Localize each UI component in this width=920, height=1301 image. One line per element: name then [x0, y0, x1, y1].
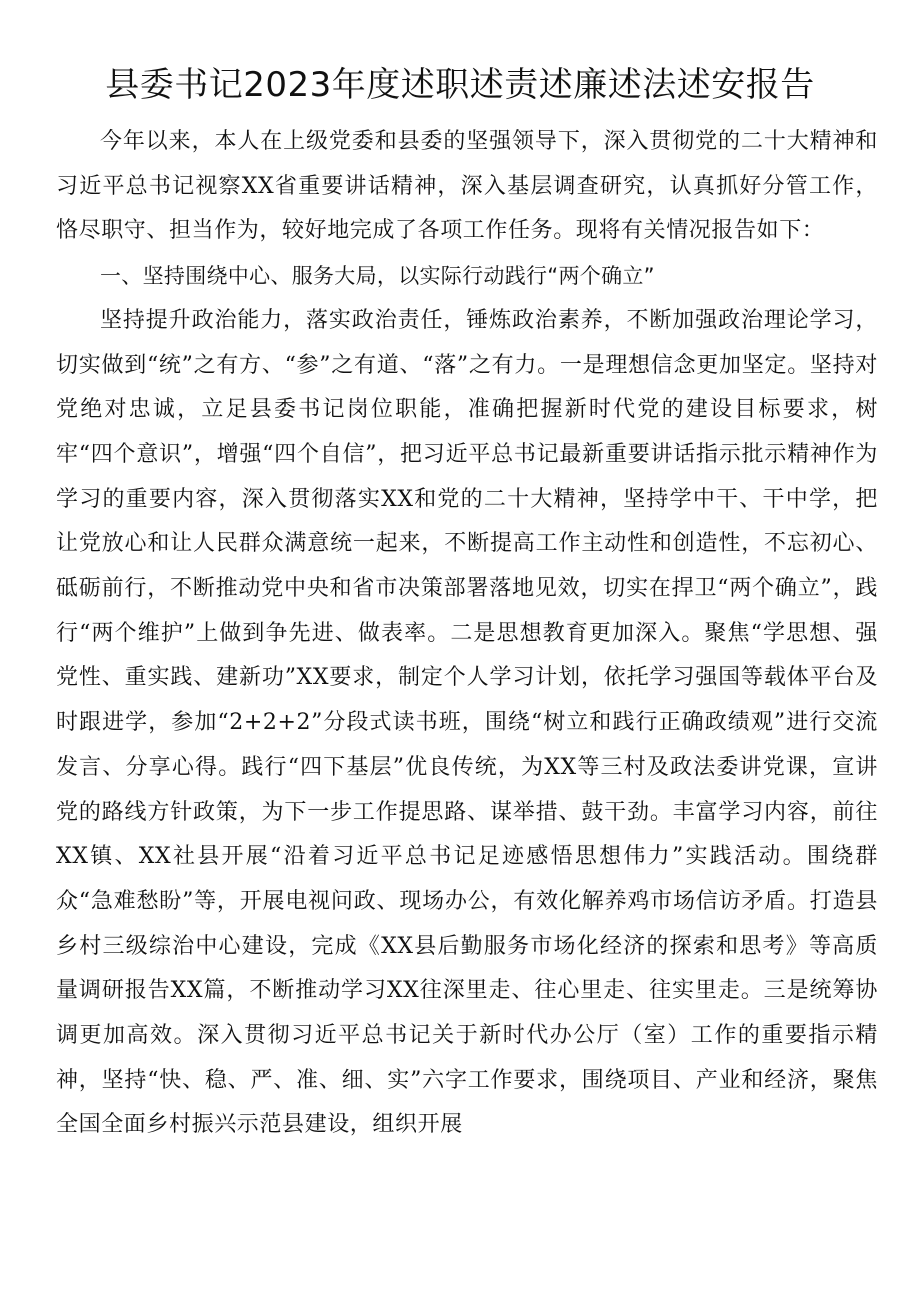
section-1-paragraph: 坚持提升政治能力，落实政治责任，锤炼政治素养，不断加强政治理论学习，切实做到“统”之有方、“参”之有道、“落”之有力。一是理想信念更加坚定。坚持对党绝对忠诚，立足县委书记岗位职能，准确把握新时代党的建设目标要求，树牢“四个意识”，增强“四个自信”，把习近平总书记最新重要讲话指示批示精神作为学习的重要内容，深入贯彻落实XX和党的二十大精神，坚持学中干、干中学，把让党放心和让人民群众满意统一起来，不断提高工作主动性和创造性，不忘初心、砥砺前行，不断推动党中央和省市决策部署落地见效，切实在捍卫“两个确立”，践行“两个维护”上做到争先进、做表率。二是思想教育更加深入。聚焦“学思想、强党性、重实践、建新功”XX要求，制定个人学习计划，依托学习强国等载体平台及时跟进学，参加“2+2+2”分段式读书班，围绕“树立和践行正确政绩观”进行交流发言、分享心得。践行“四下基层”优良传统，为XX等三村及政法委讲党课，宣讲党的路线方针政策，为下一步工作提思路、谋举措、鼓干劲。丰富学习内容，前往XX镇、XX社县开展“沿着习近平总书记足迹感悟思想伟力”实践活动。围绕群众“急难愁盼”等，开展电视问政、现场办公，有效化解养鸡市场信访矛盾。打造县乡村三级综治中心建设，完成《XX县后勤服务市场化经济的探索和思考》等高质量调研报告XX篇，不断推动学习XX往深里走、往心里走、往实里走。三是统筹协调更加高效。深入贯彻习近平总书记关于新时代办公厅（室）工作的重要指示精神，坚持“快、稳、严、准、细、实”六字工作要求，围绕项目、产业和经济，聚焦全国全面乡村振兴示范县建设，组织开展	[56, 307, 878, 1138]
document-body	[56, 120, 878, 1148]
intro-paragraph: 今年以来，本人在上级党委和县委的坚强领导下，深入贯彻党的二十大精神和习近平总书记视察XX省重要讲话精神，深入基层调查研究，认真抓好分管工作，恪尽职守、担当作为，较好地完成了各项工作任务。现将有关情况报告如下：	[56, 129, 878, 244]
section-1-heading: 一、坚持围绕中心、服务大局，以实际行动践行“两个确立”	[100, 264, 655, 289]
document-title: 县委书记2023年度述职述责述廉述法述安报告	[105, 65, 815, 105]
